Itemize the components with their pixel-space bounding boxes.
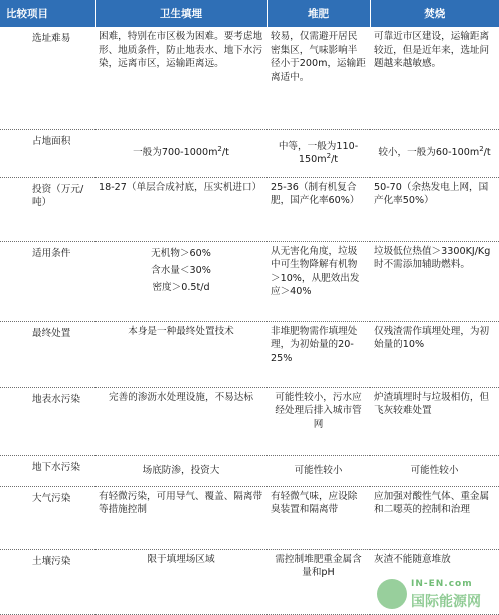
row-label: 占地面积 [0, 129, 95, 177]
cell-incineration: 应加强对酸性气体、重金属和二噁英的控制和治理 [370, 486, 499, 549]
row-label: 大气污染 [0, 486, 95, 549]
cell-incineration: 可靠近市区建设，运输距离较近，但是近年来，选址问题越来越敏感。 [370, 27, 499, 129]
cell-compost: 可能性较小 [267, 455, 370, 486]
header-landfill: 卫生填埋 [95, 0, 267, 27]
condition-line: 密度＞0.5t/d [152, 281, 210, 293]
row-label: 适用条件 [0, 241, 95, 321]
cell-incineration: 炉渣填埋时与垃圾相仿，但飞灰较难处置 [370, 387, 499, 455]
cell-landfill: 18-27（单层合成衬底，压实机进口） [95, 177, 267, 241]
cell-compost: 中等，一般为$110-150m^2/t$ [267, 129, 370, 177]
cell-landfill: 限于填埋场区域 [95, 549, 267, 614]
cell-incineration: 仅残渣需作填埋处理，为初始量的10% [370, 321, 499, 387]
condition-line: 含水量＜30% [151, 264, 211, 276]
table-row [0, 241, 499, 321]
cell-compost: 较易，仅需避开居民密集区，气味影响半径小于200m，运输距离适中。 [267, 27, 370, 129]
row-label: 地表水污染 [0, 387, 95, 455]
row-label: 地下水污染 [0, 455, 95, 486]
row-label: 选址难易 [0, 27, 95, 129]
cell-compost: 25-36（制有机复合肥，国产化率60%） [267, 177, 370, 241]
cell-compost: 非堆肥物需作填埋处理，为初始量的20-25% [267, 321, 370, 387]
cell-incineration: 可能性较小 [370, 455, 499, 486]
table-row [0, 387, 499, 455]
cell-incineration: 灰渣不能随意堆放 [370, 549, 499, 614]
globe-icon [377, 579, 407, 609]
cell-compost: 需控制堆肥重金属含量和pH [267, 549, 370, 614]
row-label: 最终处置 [0, 321, 95, 387]
watermark-logo [377, 577, 495, 611]
table-row [0, 129, 499, 177]
table-row [0, 486, 499, 549]
cell-compost: 从无害化角度，垃圾中可生物降解有机物＞10%，从肥效出发应＞40% [267, 241, 370, 321]
header-row [0, 0, 499, 27]
cell-incineration: 较小，一般为$60-100m^2/t$ [370, 129, 499, 177]
cell-landfill: 有轻微污染，可用导气、覆盖、隔离带等措施控制 [95, 486, 267, 549]
header-compost: 堆肥 [267, 0, 370, 27]
cell-landfill: 本身是一种最终处置技术 [95, 321, 267, 387]
cell-landfill [95, 241, 267, 321]
cell-compost: 有轻微气味，应设除臭装置和隔离带 [267, 486, 370, 549]
table-row [0, 321, 499, 387]
cell-compost: 可能性较小，污水应经处理后排入城市管网 [267, 387, 370, 455]
row-label: 土壤污染 [0, 549, 95, 614]
row-label: 投资（万元/吨） [0, 177, 95, 241]
cell-landfill: 完善的渗沥水处理设施，不易达标 [95, 387, 267, 455]
cell-landfill: 困难，特别在市区极为困难。要考虑地形、地质条件，防止地表水、地下水污染，远离市区，运输距离远。 [95, 27, 267, 129]
header-item: 比较项目 [0, 0, 95, 27]
cell-landfill: 一般为$700-1000m^2/t$ [95, 129, 267, 177]
cell-landfill: 场底防渗，投资大 [95, 455, 267, 486]
watermark-cn: 国际能源网 [411, 594, 481, 610]
condition-line: 无机物＞60% [151, 247, 211, 259]
cell-incineration: 垃圾低位热值＞3300KJ/Kg时不需添加辅助燃料。 [370, 241, 499, 321]
table-row [0, 177, 499, 241]
header-incineration: 焚烧 [370, 0, 499, 27]
cell-incineration: 50-70（余热发电上网，国产化率50%） [370, 177, 499, 241]
table-row [0, 27, 499, 129]
watermark-en: IN-EN.com [411, 579, 473, 589]
table-row [0, 455, 499, 486]
